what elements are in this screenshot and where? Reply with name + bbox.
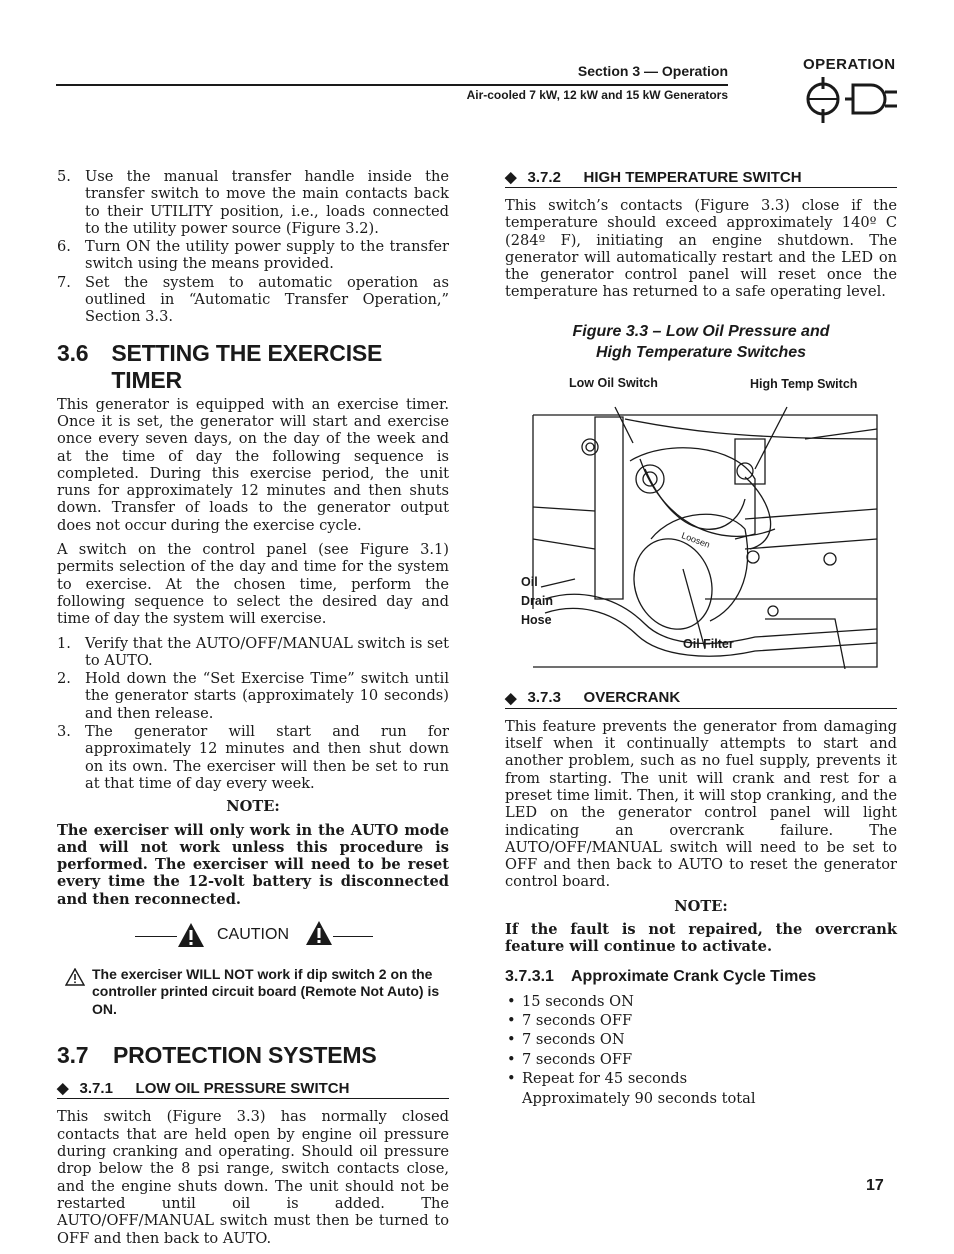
list-item: 5. Use the manual transfer handle inside the transfer switch to move the main contacts back to their UTILITY position, i.e., loads connected to the utility power source (Figure 3.2). — [57, 168, 449, 237]
note-text: If the fault is not repaired, the overcrank feature will continue to activate. — [505, 921, 897, 956]
low-oil-paragraph: This switch (Figure 3.3) has normally closed contacts that are held open by engine oil pressure during cranking and operating. Should oil pressure drop below the 8 psi range, switch contacts close, and the engine shuts down. The unit should not be restarted until oil is added. The AUTO/OFF/MANUAL switch must then be turned to OFF and then back to AUTO. — [57, 1108, 449, 1247]
header-rule — [56, 84, 728, 86]
list-item: 3. The generator will start and run for approximately 12 minutes and then shut down on its own. The exerciser will then be set to run at that time of day every week. — [57, 723, 449, 792]
right-column — [505, 168, 897, 1108]
heading-exercise-timer: 3.6 SETTING THE EXERCISE TIMER — [57, 339, 383, 393]
note-text: The exerciser will only work in the AUTO mode and will not work unless this procedure is performed. The exerciser will need to be reset every time the 12-volt battery is disconnected and then reconnected. — [57, 821, 449, 908]
plug-socket-icon — [803, 75, 899, 127]
diamond-bullet-icon: ◆ — [57, 1080, 69, 1098]
exercise-timer-paragraph-1: This generator is equipped with an exercise timer. Once it is set, the generator will start and exercise once every seven days, on the day of the week and at the time of day the following sequence is completed. During this exercise period, the unit runs for approximately 12 minutes and then shuts down. Transfer of loads to the generator output does not occur during the exercise cycle. — [57, 395, 449, 534]
page-number: 17 — [866, 1177, 884, 1194]
heading-protection-systems: 3.7 PROTECTION SYSTEMS — [57, 1042, 377, 1069]
list-item: 6. Turn ON the utility power supply to the transfer switch using the means provided. — [57, 238, 449, 273]
caution-rule-right — [333, 936, 373, 937]
operation-logo-label: OPERATION — [803, 56, 896, 73]
header-subtitle: Air-cooled 7 kW, 12 kW and 15 kW Generators — [466, 88, 728, 102]
label-oil-drain-1: Oil — [521, 574, 538, 589]
header-section: Section 3 — Operation — [577, 63, 728, 79]
heading-low-oil-pressure: ◆ 3.7.1 LOW OIL PRESSURE SWITCH — [57, 1079, 449, 1099]
label-oil-drain-2: Drain — [521, 593, 553, 608]
diamond-bullet-icon: ◆ — [505, 169, 517, 186]
caution-message: The exerciser WILL NOT work if dip switch 2 on the controller printed circuit board (Remote Not Auto) is ON. — [57, 966, 449, 1019]
list-item: • 7 seconds OFF — [507, 1050, 633, 1068]
label-oil-drain-3: Hose — [521, 612, 552, 627]
figure-caption: Figure 3.3 – Low Oil Pressure and High Temperature Switches — [572, 322, 830, 361]
list-item: • Repeat for 45 seconds — [507, 1070, 688, 1088]
figure-oil-switches — [505, 377, 897, 677]
warning-outline-icon — [65, 968, 85, 986]
caution-label: CAUTION — [217, 925, 289, 943]
crank-cycle-list — [505, 992, 897, 1108]
engine-illustration — [505, 399, 897, 669]
warning-icon — [305, 920, 333, 946]
diamond-bullet-icon: ◆ — [505, 689, 517, 707]
note-label: NOTE: — [674, 897, 728, 915]
label-oil-filter: Oil Filter — [683, 636, 734, 651]
label-high-temp-switch: High Temp Switch — [750, 376, 858, 391]
operation-logo — [803, 56, 903, 127]
list-item: • 7 seconds OFF — [507, 1012, 633, 1030]
high-temp-paragraph: This switch’s contacts (Figure 3.3) close if the temperature should exceed approximately 140º C (284º F), initiating an engine shutdown. The generator will automatically restart and the LED on the generator control panel will reset once the temperature has returned to a safe operating level. — [505, 197, 897, 301]
label-loosen: Loosen — [680, 530, 712, 550]
overcrank-paragraph: This feature prevents the generator from damaging itself when it continually attempts to start and another problem, such as no fuel supply, prevents it from starting. The unit will crank and rest for a preset time limit. Then, it will stop cranking, and the LED on the generator control panel will light indicating an overcrank failure. The AUTO/OFF/MANUAL switch will need to be set to OFF and then back to AUTO to reset the generator control board. — [505, 717, 897, 891]
note-label: NOTE: — [226, 798, 280, 816]
list-item: 2. Hold down the “Set Exercise Time” switch until the generator starts (approximately 10 seconds) and then release. — [57, 670, 449, 722]
left-column — [57, 168, 449, 1254]
heading-overcrank: ◆ 3.7.3 OVERCRANK — [505, 689, 897, 709]
exercise-timer-paragraph-2: A switch on the control panel (see Figure 3.1) permits selection of the day and time for the system to exercise. At the chosen time, perform the following sequence to select the desired day and time of day the system will exercise. — [57, 541, 449, 628]
caution-banner — [57, 922, 449, 962]
list-item-continuation: Approximately 90 seconds total — [522, 1089, 756, 1107]
list-item: 1. Verify that the AUTO/OFF/MANUAL switch is set to AUTO. — [57, 634, 449, 669]
caution-rule-left — [135, 936, 177, 937]
heading-crank-cycle-times: 3.7.3.1 Approximate Crank Cycle Times — [505, 967, 817, 985]
list-item: • 7 seconds ON — [507, 1031, 625, 1049]
exercise-steps-list — [57, 635, 449, 793]
list-item: • 15 seconds ON — [507, 992, 634, 1010]
label-low-oil-switch: Low Oil Switch — [569, 375, 658, 390]
warning-icon — [177, 922, 205, 948]
heading-high-temperature: ◆ 3.7.2 HIGH TEMPERATURE SWITCH — [505, 168, 897, 188]
transfer-steps-list — [57, 168, 449, 326]
list-item: 7. Set the system to automatic operation as outlined in “Automatic Transfer Operation,” Section 3.3. — [57, 273, 449, 326]
